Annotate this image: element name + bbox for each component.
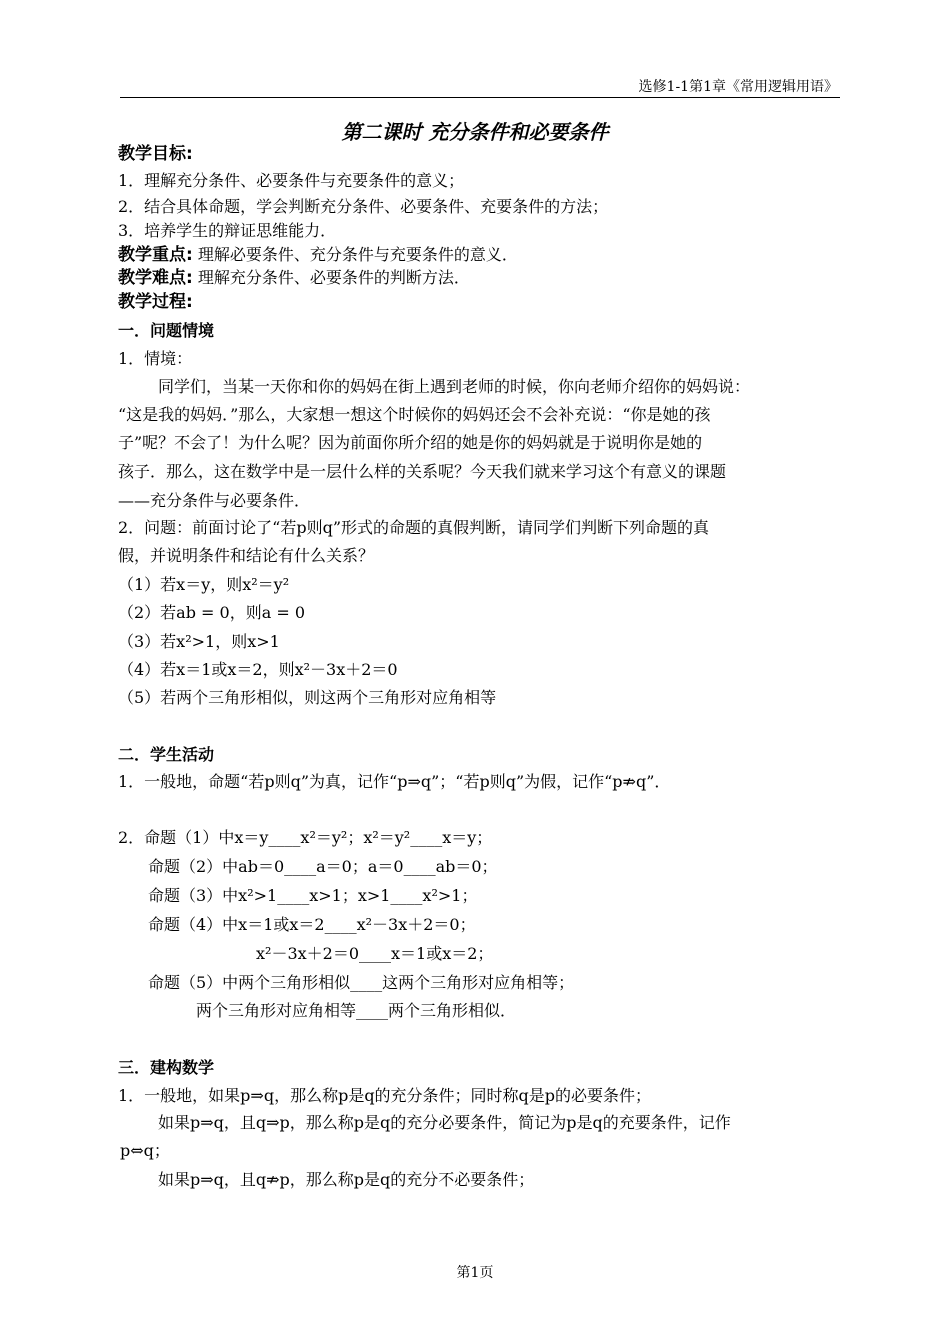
proposition-1: （1）若x＝y，则x²＝y² — [118, 575, 290, 594]
activity-2-line-4: 命题（4）中x＝1或x＝2____x²－3x＋2＝0； — [148, 915, 476, 934]
activity-2-line-3: 命题（3）中x²>1____x>1；x>1____x²>1； — [148, 886, 478, 905]
hard-label: 教学难点: — [118, 268, 193, 288]
key-label: 教学重点: — [118, 245, 193, 265]
objective-3: 3．培养学生的辩证思维能力． — [118, 221, 337, 240]
proposition-3: （3）若x²>1，则x>1 — [118, 632, 280, 651]
construct-line-2: 如果p⇒q，且q⇒p，那么称p是q的充分必要条件，简记为p是q的充要条件，记作 — [158, 1113, 731, 1132]
hard-text: 理解充分条件、必要条件的判断方法． — [197, 268, 470, 287]
section-2-heading: 二．学生活动 — [118, 745, 215, 764]
proposition-5: （5）若两个三角形相似，则这两个三角形对应角相等 — [118, 688, 497, 707]
story-line-5: ——充分条件与必要条件． — [118, 491, 311, 510]
proposition-4: （4）若x＝1或x＝2，则x²－3x＋2＝0 — [118, 660, 398, 679]
section-3-heading: 三．建构数学 — [118, 1058, 215, 1077]
story-line-4: 孩子．那么，这在数学中是一层什么样的关系呢？今天我们就来学习这个有意义的课题 — [118, 462, 727, 481]
question-line-1: 2．问题：前面讨论了“若p则q”形式的命题的真假判断，请同学们判断下列命题的真 — [118, 518, 710, 537]
activity-1: 1．一般地，命题“若p则q”为真，记作“p⇒q”；“若p则q”为假，记作“p⇏q”． — [118, 772, 671, 791]
activity-2-line-6: 命题（5）中两个三角形相似____这两个三角形对应角相等； — [148, 973, 575, 992]
situation-label: 1．情境： — [118, 349, 193, 368]
construct-line-1: 1．一般地，如果p⇒q，那么称p是q的充分条件；同时称q是p的必要条件； — [118, 1086, 652, 1105]
header-rule — [120, 97, 840, 98]
question-line-2: 假，并说明条件和结论有什么关系？ — [118, 546, 375, 565]
difficult-point — [118, 267, 470, 289]
page-footer: 第1页 — [456, 1265, 494, 1281]
construct-line-4: 如果p⇒q，且q⇏p，那么称p是q的充分不必要条件； — [158, 1170, 535, 1189]
story-line-1: 同学们，当某一天你和你的妈妈在街上遇到老师的时候，你向老师介绍你的妈妈说： — [158, 377, 751, 396]
activity-2-line-5: x²－3x＋2＝0____x＝1或x＝2； — [256, 944, 494, 963]
story-line-2: “这是我的妈妈．”那么，大家想一想这个时候你的妈妈还会不会补充说：“你是她的孩 — [118, 405, 711, 424]
objective-1: 1．理解充分条件、必要条件与充要条件的意义； — [118, 171, 465, 190]
activity-2-line-7: 两个三角形对应角相等____两个三角形相似． — [196, 1001, 517, 1020]
page-title: 第二课时 充分条件和必要条件 — [341, 120, 609, 144]
activity-2-line-2: 命题（2）中ab＝0____a＝0；a＝0____ab＝0； — [148, 857, 498, 876]
objectives-heading: 教学目标: — [118, 144, 193, 164]
page-header: 选修1-1第1章《常用逻辑用语》 — [638, 79, 838, 95]
story-line-3: 子”呢？不会了！为什么呢？因为前面你所介绍的她是你的妈妈就是于说明你是她的 — [118, 433, 703, 452]
proposition-2: （2）若ab = 0，则a = 0 — [118, 603, 306, 622]
section-1-heading: 一．问题情境 — [118, 321, 215, 340]
key-text: 理解必要条件、充分条件与充要条件的意义． — [197, 245, 518, 264]
construct-line-3: p⇔q； — [120, 1141, 170, 1160]
key-point — [118, 244, 518, 266]
process-heading: 教学过程: — [118, 292, 193, 312]
objective-2: 2．结合具体命题，学会判断充分条件、必要条件、充要条件的方法； — [118, 197, 609, 216]
activity-2-line-1: 2．命题（1）中x＝y____x²＝y²；x²＝y²____x＝y； — [118, 828, 493, 847]
